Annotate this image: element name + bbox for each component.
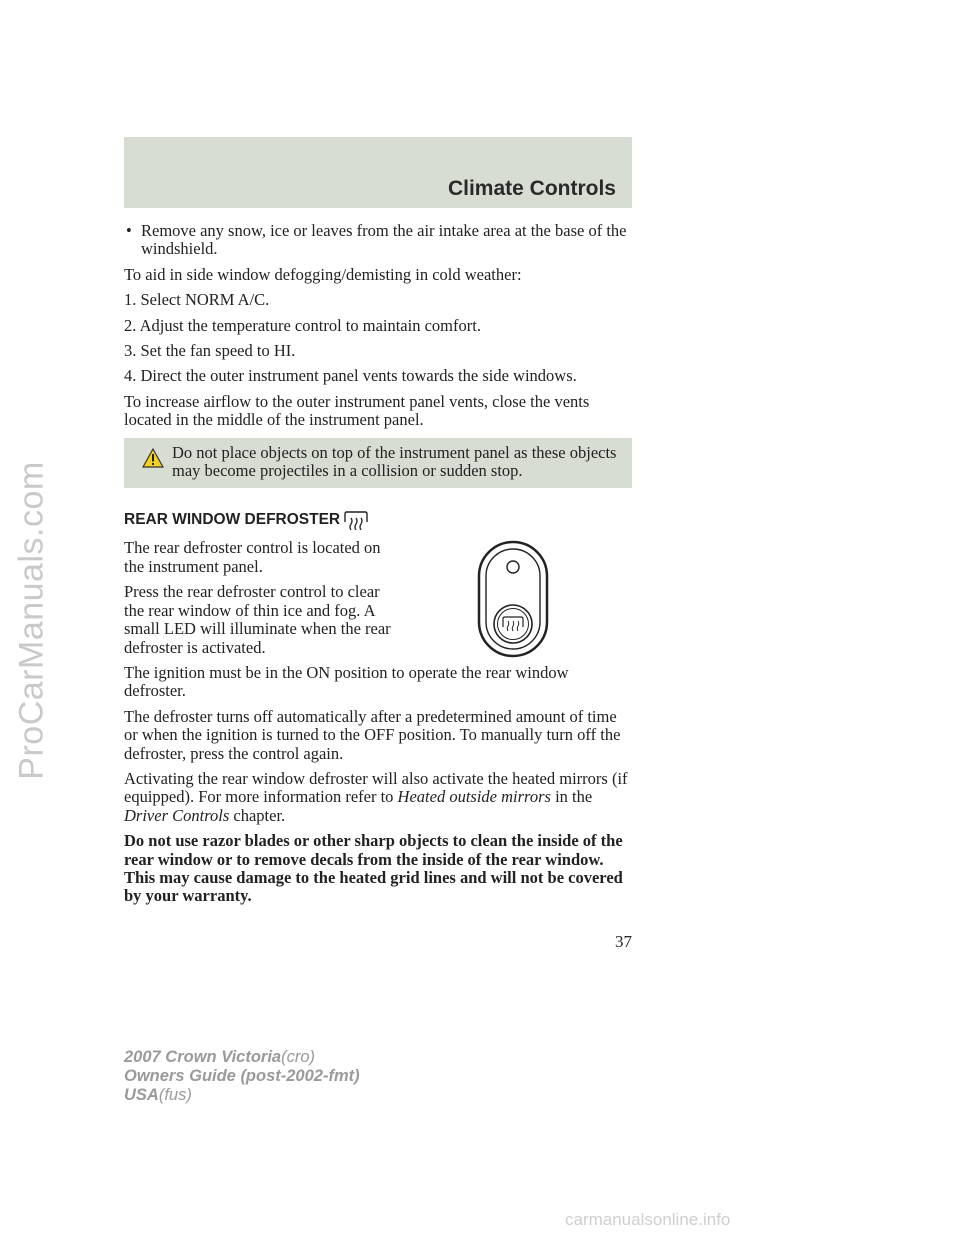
footer-line-1 xyxy=(124,1048,360,1067)
warning-text: Do not place objects on top of the instrument panel as these objects may become projectiles in a collision or sudden stop. xyxy=(172,442,617,481)
step-3: 3. Set the fan speed to HI. xyxy=(124,341,296,361)
step-4: 4. Direct the outer instrument panel vents towards the side windows. xyxy=(124,366,577,386)
footer-line-2 xyxy=(124,1067,360,1086)
document-footer xyxy=(124,1048,360,1105)
side-watermark-text: ProCarManuals.com xyxy=(12,460,51,780)
page-content xyxy=(124,222,632,913)
footer-model: 2007 Crown Victoria xyxy=(124,1048,282,1066)
side-window-intro: To aid in side window defogging/demisting in cold weather: xyxy=(124,264,522,284)
chapter-title: Climate Controls xyxy=(447,177,616,200)
footer-guide: Owners Guide (post-2002-fmt) xyxy=(124,1067,360,1085)
footer-market: USA xyxy=(124,1086,159,1104)
auto-off-paragraph: The defroster turns off automatically after a predetermined amount of time or when the ignition is turned to the OFF position. To manually turn off the defroster, press the control again. xyxy=(124,706,621,763)
rear-defrost-icon xyxy=(343,510,369,530)
footer-model-code: (cro) xyxy=(281,1048,316,1066)
footer-line-3 xyxy=(124,1086,360,1105)
defroster-section xyxy=(124,539,632,663)
bottom-watermark: carmanualsonline.info xyxy=(565,1210,731,1229)
side-watermark xyxy=(2,170,62,1070)
mirrors-text-b: in the xyxy=(550,787,593,807)
defroster-location: The rear defroster control is located on the instrument panel. xyxy=(124,538,381,576)
warning-box xyxy=(124,438,632,489)
defroster-text-column xyxy=(124,539,394,663)
razor-warning-paragraph: Do not use razor blades or other sharp objects to clean the inside of the rear window or to remove decals from the inside of the rear window. This may cause damage to the heated grid lines and will not be covered by your warranty. xyxy=(124,831,623,906)
step-2: 2. Adjust the temperature control to maintain comfort. xyxy=(124,315,481,335)
bullet-item xyxy=(124,222,632,259)
defroster-control-illustration xyxy=(394,539,632,663)
footer-market-code: (fus) xyxy=(158,1086,192,1104)
page-number: 37 xyxy=(615,932,632,951)
mirrors-text-a: Activating the rear window defroster will also activate the heated mirrors (if equipped). For more information refer to xyxy=(124,768,628,807)
defroster-control-figure xyxy=(473,539,553,659)
heated-mirrors-reference: Heated outside mirrors xyxy=(397,787,551,807)
warning-icon xyxy=(142,448,164,468)
mirrors-text-c: chapter. xyxy=(229,805,286,825)
chapter-header xyxy=(124,137,632,208)
bullet-text: Remove any snow, ice or leaves from the air intake area at the base of the windshield. xyxy=(141,221,627,259)
driver-controls-reference: Driver Controls xyxy=(124,805,230,825)
bullet-marker: • xyxy=(126,221,132,240)
defroster-press: Press the rear defroster control to clear the rear window of thin ice and fog. A small LED will illuminate when the rear defroster is activated. xyxy=(124,582,391,657)
heated-mirrors-paragraph xyxy=(124,770,632,825)
ignition-paragraph: The ignition must be in the ON position to operate the rear window defroster. xyxy=(124,662,569,701)
airflow-paragraph: To increase airflow to the outer instrument panel vents, close the vents located in the middle of the instrument panel. xyxy=(124,391,590,430)
section-heading-text: REAR WINDOW DEFROSTER xyxy=(124,511,341,529)
step-1: 1. Select NORM A/C. xyxy=(124,290,270,310)
section-heading xyxy=(124,510,632,530)
